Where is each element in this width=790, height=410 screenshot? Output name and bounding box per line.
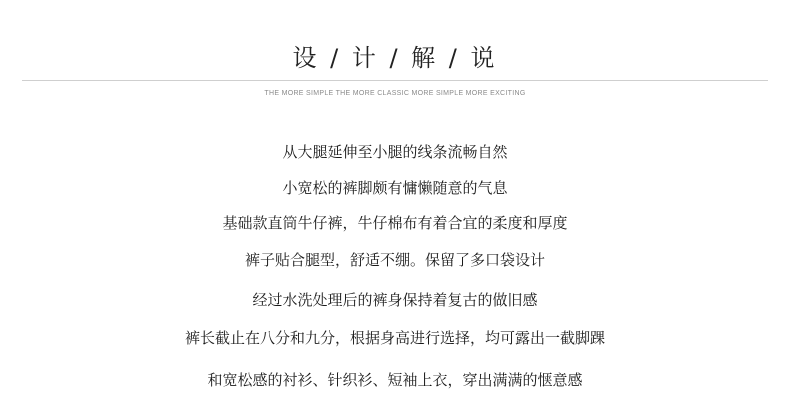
description-line: 裤长截止在八分和九分，根据身高进行选择，均可露出一截脚踝 xyxy=(184,329,605,347)
section-tagline: THE MORE SIMPLE THE MORE CLASSIC MORE SIMPLE MORE EXCITING xyxy=(264,90,526,97)
description-line: 裤子贴合腿型，舒适不绷。保留了多口袋设计 xyxy=(244,251,545,269)
description-line: 基础款直筒牛仔裤，牛仔棉布有着合宜的柔度和厚度 xyxy=(222,214,568,232)
title-divider xyxy=(22,80,768,81)
section-title: 设 / 计 / 解 / 说 xyxy=(292,44,498,72)
description-line: 和宽松感的衬衫、针织衫、短袖上衣，穿出满满的惬意感 xyxy=(207,371,583,389)
description-line: 从大腿延伸至小腿的线条流畅自然 xyxy=(282,143,508,161)
description-line: 小宽松的裤脚颇有慵懒随意的气息 xyxy=(282,179,508,197)
description-line: 经过水洗处理后的裤身保持着复古的做旧感 xyxy=(252,291,538,309)
